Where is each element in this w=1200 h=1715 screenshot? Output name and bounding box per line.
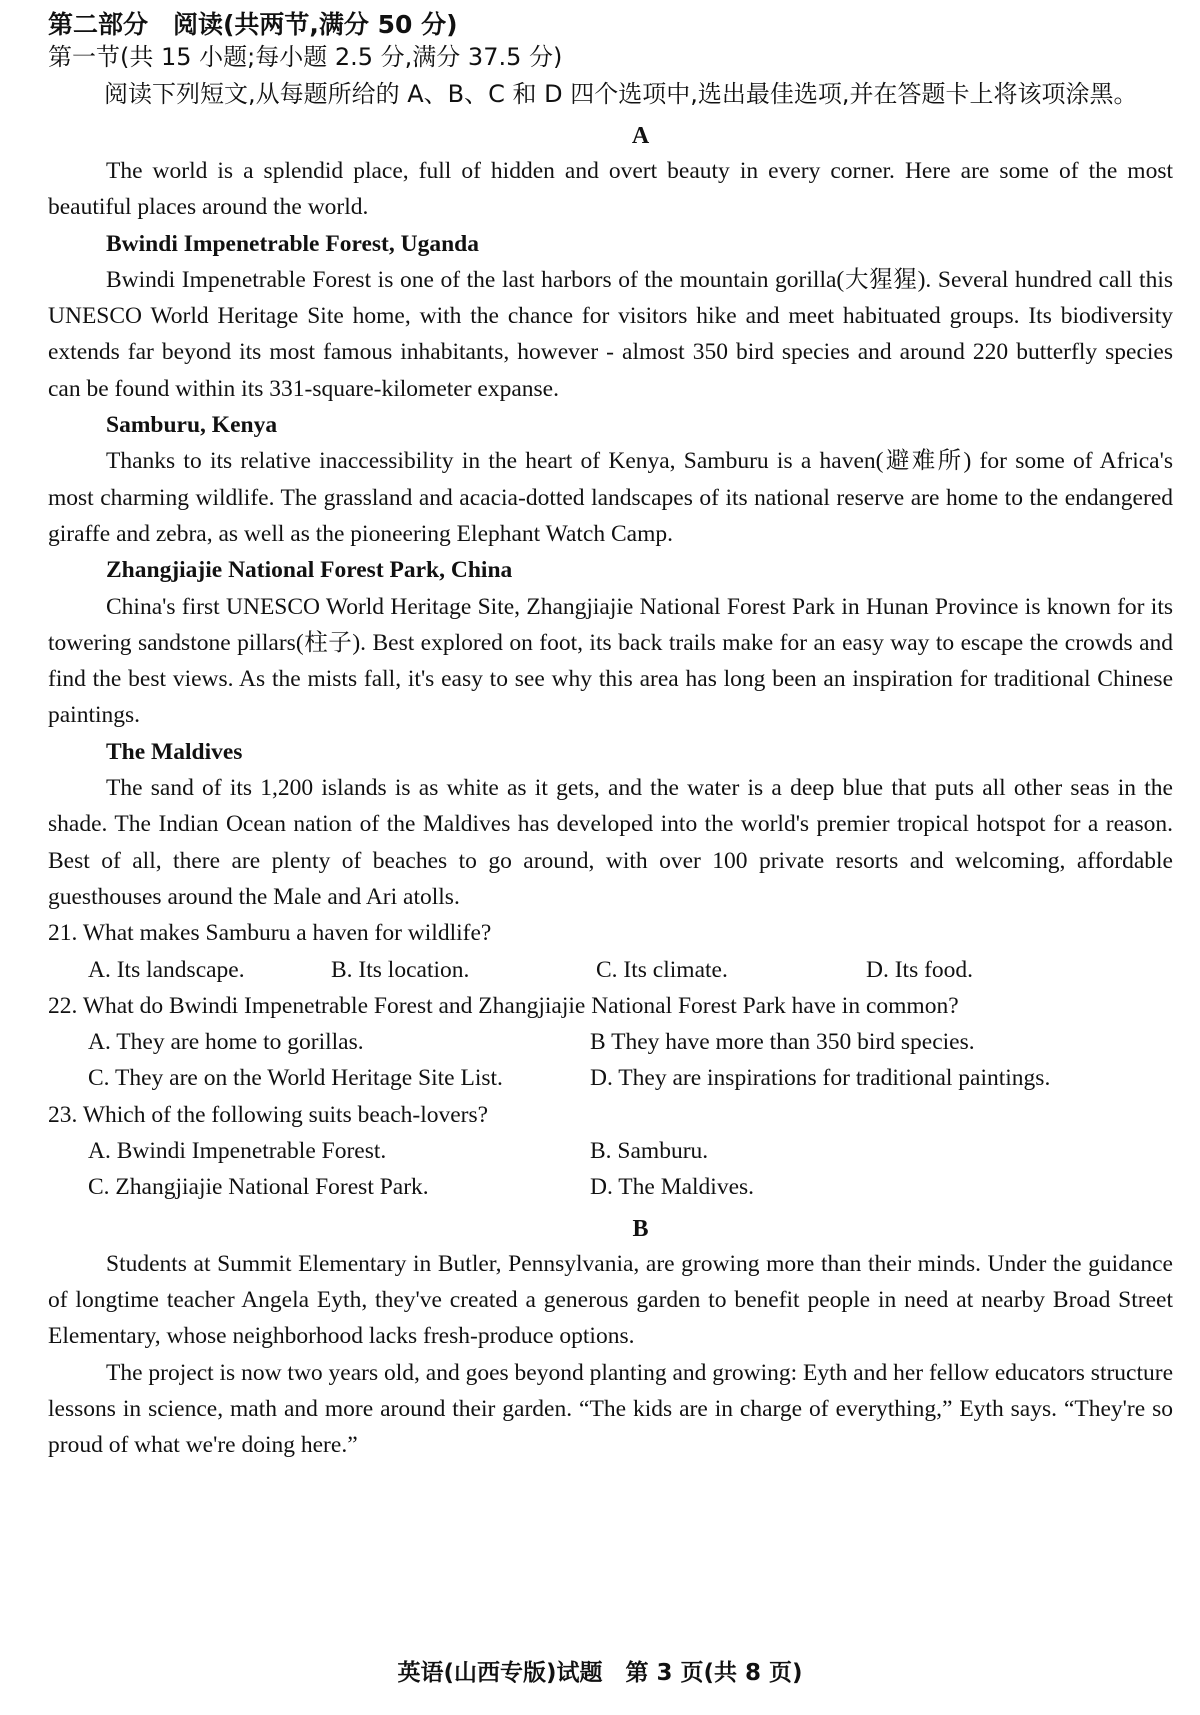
option-c[interactable]: C. They are on the World Heritage Site List. — [88, 1065, 503, 1092]
option-c[interactable]: C. Its climate. — [596, 956, 728, 983]
question-options — [48, 1024, 1173, 1097]
question-21 — [48, 915, 1173, 988]
passage-b-letter: B — [632, 1215, 649, 1242]
passage-a-intro: The world is a splendid place, full of hidden and overt beauty in every corner. Here are some of the most beautiful places around the world. — [48, 158, 1173, 221]
place-heading: Samburu, Kenya — [106, 412, 278, 439]
option-b[interactable]: B They have more than 350 bird species. — [590, 1029, 975, 1056]
question-stem: 22. What do Bwindi Impenetrable Forest and Zhangjiajie National Forest Park have in common? — [48, 992, 959, 1019]
place-text: Bwindi Impenetrable Forest is one of the last harbors of the mountain gorilla(大猩猩). Several hundred call this UNESCO World Heritage Site home, with the chance for visitors hike and meet habituated groups. Its biodiversity extends far beyond its most famous inhabitants, however - almost 350 bird species and around 220 butterfly species can be found within its 331-square-kilometer expanse. — [48, 266, 1173, 402]
passage-b-paragraph: The project is now two years old, and goes beyond planting and growing: Eyth and her fellow educators structure lessons in science, math and more around their garden. “The kids are in charge of everything,” Eyth says. “They're so proud of what we're doing here.” — [48, 1359, 1174, 1459]
question-stem: 23. Which of the following suits beach-lovers? — [48, 1101, 489, 1128]
question-stem: 21. What makes Samburu a haven for wildlife? — [48, 920, 492, 947]
option-d[interactable]: D. They are inspirations for traditional paintings. — [590, 1065, 1051, 1092]
instructions: 阅读下列短文,从每题所给的 A、B、C 和 D 四个选项中,选出最佳选项,并在答题卡上将该项涂黑。 — [104, 80, 1138, 108]
page-footer: 英语(山西专版)试题 第 3 页(共 8 页) — [397, 1660, 803, 1686]
place-text: China's first UNESCO World Heritage Site, Zhangjiajie National Forest Park in Hunan Province is known for its towering sandstone pillars(柱子). Best explored on foot, its back trails make for an easy way to escape the crowds and find the best views. As the mists fall, it's easy to see why this area has long been an inspiration for traditional Chinese paintings. — [48, 593, 1173, 729]
option-a[interactable]: A. Its landscape. — [88, 956, 245, 983]
passage-a-letter: A — [631, 123, 650, 149]
passage-b-paragraph: Students at Summit Elementary in Butler, Pennsylvania, are growing more than their minds. Under the guidance of longtime teacher Angela Eyth, they've created a generous garden to benefit people in need at nearby Broad Street Elementary, whose neighborhood lacks fresh-produce options. — [48, 1250, 1173, 1350]
place-text: Thanks to its relative inaccessibility in the heart of Kenya, Samburu is a haven(避难所) for some of Africa's most charming wildlife. The grassland and acacia-dotted landscapes of its national reserve are home to the endangered giraffe and zebra, as well as the pioneering Elephant Watch Camp. — [48, 448, 1173, 547]
question-23 — [48, 1097, 1173, 1206]
section-title: 第一节(共 15 小题;每小题 2.5 分,满分 37.5 分) — [48, 43, 563, 71]
option-a[interactable]: A. Bwindi Impenetrable Forest. — [88, 1138, 387, 1165]
option-b[interactable]: B. Samburu. — [590, 1138, 709, 1165]
question-22 — [48, 988, 1173, 1097]
option-b[interactable]: B. Its location. — [331, 956, 470, 983]
place-heading: Bwindi Impenetrable Forest, Uganda — [106, 230, 479, 257]
exam-page — [48, 8, 1173, 1463]
option-c[interactable]: C. Zhangjiajie National Forest Park. — [88, 1174, 429, 1201]
place-heading: Zhangjiajie National Forest Park, China — [106, 557, 513, 584]
option-d[interactable]: D. Its food. — [866, 956, 974, 983]
option-a[interactable]: A. They are home to gorillas. — [88, 1029, 364, 1056]
question-options — [48, 1133, 1173, 1206]
place-heading: The Maldives — [106, 738, 243, 765]
option-d[interactable]: D. The Maldives. — [590, 1174, 755, 1201]
place-text: The sand of its 1,200 islands is as white as it gets, and the water is a deep blue that puts all other seas in the shade. The Indian Ocean nation of the Maldives has developed into the world's premier tropical hotspot for a reason. Best of all, there are plenty of beaches to go around, with over 100 private resorts and welcoming, affordable guesthouses around the Male and Ari atolls. — [48, 775, 1173, 910]
part-title: 第二部分 阅读(共两节,满分 50 分) — [48, 10, 458, 39]
question-options — [48, 952, 1173, 988]
